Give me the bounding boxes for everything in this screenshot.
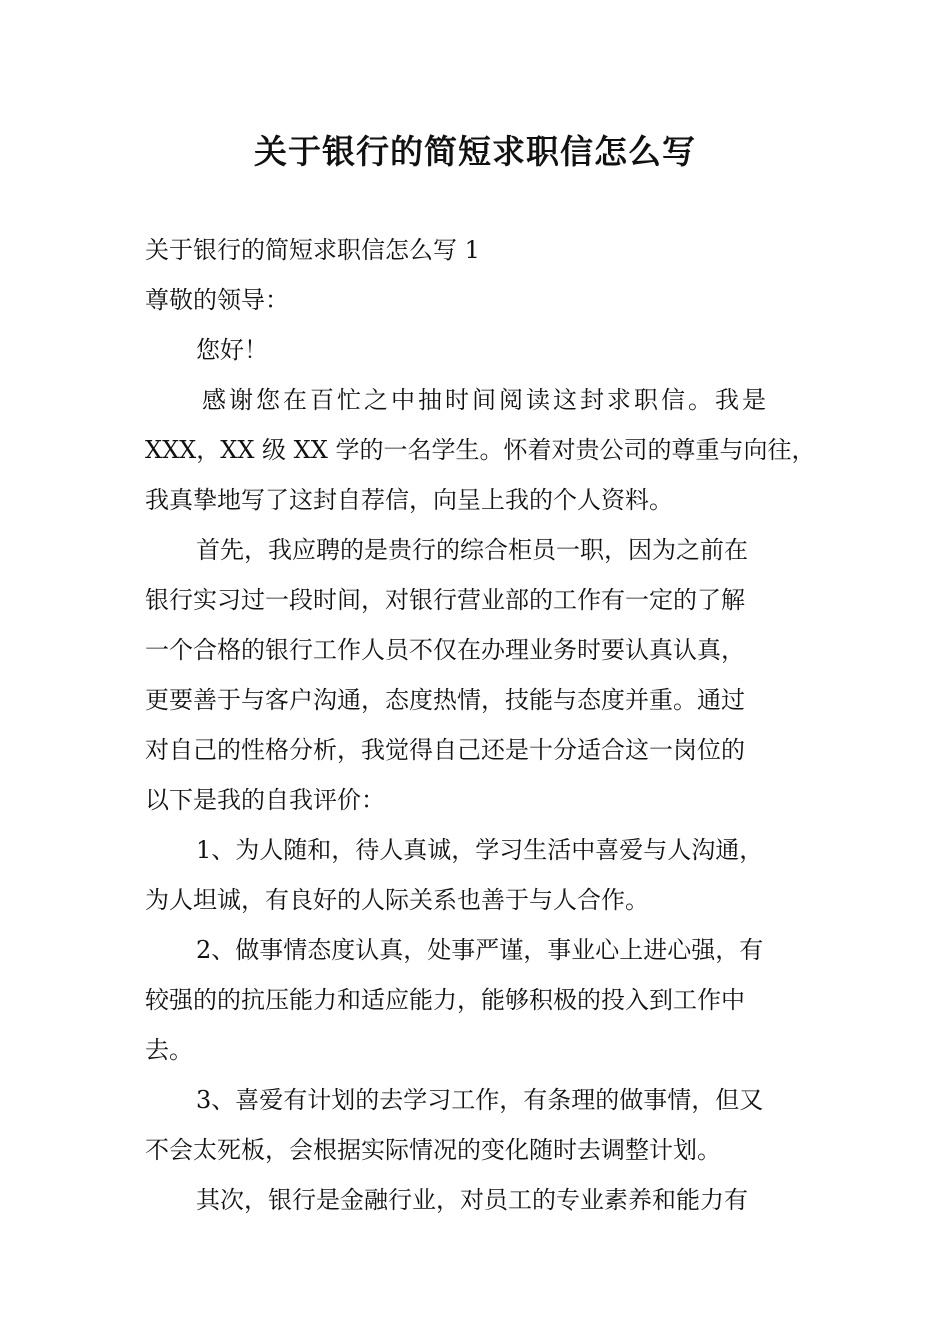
document-line: 关于银行的简短求职信怎么写 1 <box>145 236 480 264</box>
document-line: XXX，XX 级 XX 学的一名学生。怀着对贵公司的尊重与向往， <box>145 436 816 464</box>
document-line: 2、做事情态度认真，处事严谨，事业心上进心强，有 <box>196 936 764 964</box>
document-line: 较强的的抗压能力和适应能力，能够积极的投入到工作中 <box>145 986 745 1014</box>
document-line: 其次，银行是金融行业，对员工的专业素养和能力有 <box>196 1186 748 1214</box>
document-line: 不会太死板，会根据实际情况的变化随时去调整计划。 <box>145 1136 721 1164</box>
document-line: 首先，我应聘的是贵行的综合柜员一职，因为之前在 <box>196 536 748 564</box>
document-line: 3、喜爱有计划的去学习工作，有条理的做事情，但又 <box>196 1086 764 1114</box>
document-line: 您好！ <box>196 336 268 364</box>
document-line: 感谢您在百忙之中抽时间阅读这封求职信。我是 <box>202 386 769 414</box>
document-title: 关于银行的简短求职信怎么写 <box>254 132 696 171</box>
document-line: 尊敬的领导： <box>145 286 289 314</box>
document-line: 我真挚地写了这封自荐信，向呈上我的个人资料。 <box>145 486 673 514</box>
document-line: 对自己的性格分析，我觉得自己还是十分适合这一岗位的 <box>145 736 745 764</box>
document-line: 更要善于与客户沟通，态度热情，技能与态度并重。通过 <box>145 686 745 714</box>
document-line: 为人坦诚，有良好的人际关系也善于与人合作。 <box>145 886 649 914</box>
document-line: 去。 <box>145 1036 193 1064</box>
document-line: 一个合格的银行工作人员不仅在办理业务时要认真认真， <box>145 636 745 664</box>
document-line: 以下是我的自我评价： <box>145 786 385 814</box>
document-line: 1、为人随和，待人真诚，学习生活中喜爱与人沟通， <box>196 836 764 864</box>
document-line: 银行实习过一段时间，对银行营业部的工作有一定的了解 <box>145 586 745 614</box>
